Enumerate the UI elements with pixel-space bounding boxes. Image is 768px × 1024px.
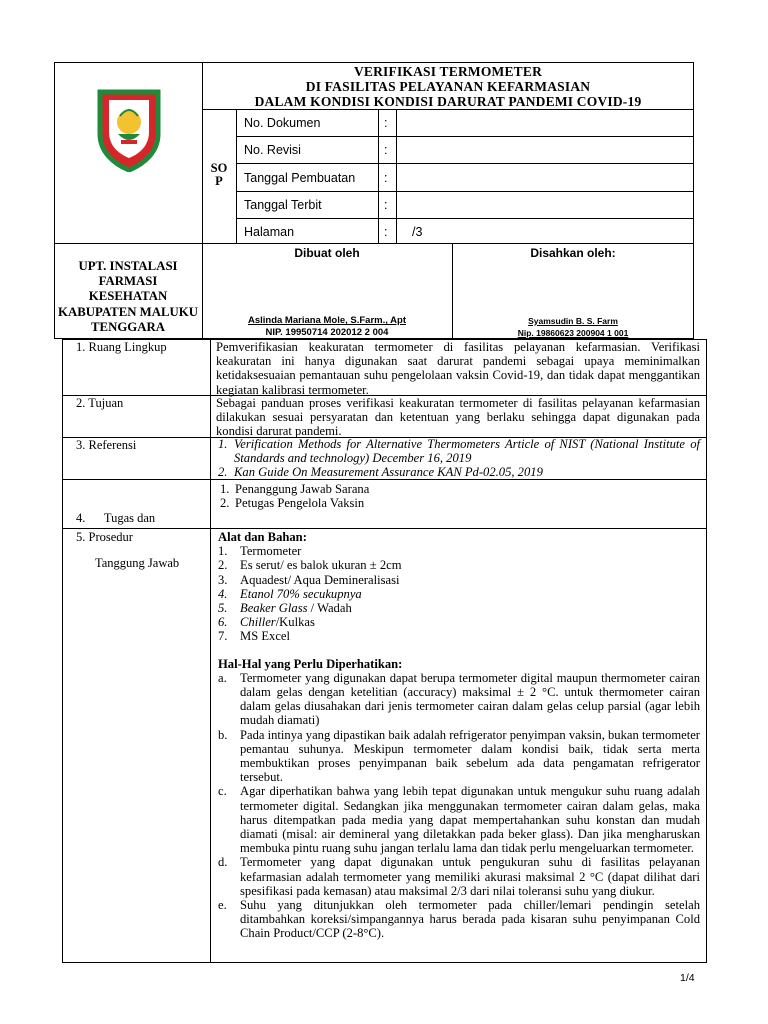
dibuat-nip: NIP. 19950714 202012 2 004 [265, 327, 389, 338]
alat-text-italic: Chiller [240, 615, 276, 630]
list-item [218, 898, 700, 941]
title-line-3: DALAM KONDISI KONDISI DARURAT PANDEMI COVID-19 [254, 94, 642, 109]
section-label-ruang-lingkup: 1. Ruang Lingkup [76, 340, 167, 354]
list-item [218, 601, 700, 615]
alat-text: Aquadest/ Aqua Demineralisasi [240, 572, 400, 587]
list-item [218, 629, 700, 643]
disahkan-nip: Nip. 19860623 200904 1 001 [517, 328, 629, 338]
meta-label-revisi: No. Revisi [244, 143, 301, 157]
meta-sep: : [384, 116, 388, 130]
alat-text: /Kulkas [275, 615, 315, 630]
section-label-referensi: 3. Referensi [76, 438, 137, 452]
list-item [218, 558, 700, 572]
dibuat-name: Aslinda Mariana Mole, S.Farm., Apt [247, 315, 406, 326]
meta-sep: : [384, 143, 388, 157]
tugas-2-text: Petugas Pengelola Vaksin [235, 496, 365, 511]
list-letter: e. [218, 898, 227, 913]
title-line-2: DI FASILITAS PELAYANAN KEFARMASIAN [305, 79, 591, 94]
meta-label-dokumen: No. Dokumen [244, 116, 321, 130]
list-item [218, 544, 700, 558]
list-item [218, 573, 700, 587]
page-number: 1/4 [680, 972, 695, 984]
meta-sep: : [384, 225, 388, 239]
alat-text: Etanol 70% secukupnya [240, 586, 362, 601]
hal-text: Pada intinya yang dipastikan baik adalah refrigerator penyimpan vaksin, bukan termometer pemantau suhunya. Meskipun termometer dalam kondisi baik, tidak serta merta membuktikan proses penyimpanan baik sebelum ada data pengamatan refrigerator tersebut. [240, 727, 700, 785]
meta-sep: : [384, 171, 388, 185]
meta-value-halaman: /3 [412, 225, 423, 239]
government-logo [96, 86, 162, 172]
list-item [218, 465, 700, 479]
list-number: 4. [218, 586, 228, 601]
alat-text: / Wadah [307, 601, 352, 616]
list-letter: a. [218, 670, 227, 685]
hal-text: Termometer yang dapat digunakan untuk pengukuran suhu di fasilitas pelayanan kefarmasian adalah termometer yang memiliki akurasi maksimal 2 °C (dapat dilihat dari spesifikasi pada kemasan) atau maksimal 2/3 dari nilai toleransi suhu yang diukur. [240, 855, 700, 898]
sop-label-1: SO [210, 161, 228, 175]
section-label-prosedur: 5. Prosedur [76, 530, 133, 544]
list-number: 1. [220, 482, 230, 496]
referensi-2-text: Kan Guide On Measurement Assurance KAN Pd-02.05, 2019 [234, 465, 543, 480]
hal-heading: Hal-Hal yang Perlu Diperhatikan: [218, 656, 403, 671]
list-number: 1. [218, 437, 228, 451]
list-item [218, 671, 700, 728]
list-number: 2. [218, 558, 228, 573]
hal-text: Termometer yang digunakan dapat berupa termometer digital maupun thermometer cairan dalam gelas dengan ketelitian (accuracy) maksimal ± 2 °C. untuk thermometer cairan dalam gelas diusahakan dari jenis termometer cairan dalam gelas celup parsial (agar lebih mudah diamati) [240, 670, 700, 728]
list-item [218, 615, 700, 629]
alat-heading: Alat dan Bahan: [218, 530, 307, 544]
list-item [218, 855, 700, 898]
section-label-tujuan: 2. Tujuan [76, 396, 124, 410]
meta-label-terbit: Tanggal Terbit [244, 198, 322, 212]
tujuan-text: Sebagai panduan proses verifikasi keakuratan termometer di fasilitas pelayanan kefarmasian dilakukan sesuai persyaratan dan ketentuan yang berlaku sehingga dapat digunakan pada kondisi darurat pandemi. [216, 396, 700, 439]
list-number: 2. [218, 465, 228, 480]
list-item [220, 496, 700, 510]
section-label-tugas: 4. Tugas dan [76, 511, 156, 525]
list-item [218, 784, 700, 855]
list-number: 2. [220, 496, 230, 511]
alat-text: Es serut/ es balok ukuran ± 2cm [240, 558, 402, 573]
tugas-1-text: Penanggung Jawab Sarana [235, 482, 370, 496]
dibuat-label: Dibuat oleh [294, 246, 360, 260]
list-item [218, 728, 700, 785]
list-letter: b. [218, 727, 228, 742]
disahkan-name: Syamsudin B. S. Farm [528, 316, 618, 326]
referensi-1-text: Verification Methods for Alternative Thermometers Article of NIST (National Institute of Standards and technology) December 16, 2019 [234, 437, 700, 466]
meta-sep: : [384, 198, 388, 212]
alat-text: MS Excel [240, 629, 291, 644]
list-number: 5. [218, 601, 228, 616]
title-line-1: VERIFIKASI TERMOMETER [353, 64, 543, 79]
alat-text: Termometer [240, 544, 302, 559]
sop-label-2: P [215, 174, 223, 188]
alat-text-italic: Beaker Glass [240, 601, 308, 616]
hal-text: Suhu yang ditunjukkan oleh termometer pada chiller/lemari pendingin setelah ditambahkan koreksi/simpangannya harus berada pada kisaran suhu penyimpanan Cold Chain Product/CCP (2-8°C). [240, 898, 700, 941]
list-letter: c. [218, 784, 227, 799]
section-label-tanggung-jawab: Tanggung Jawab [95, 556, 180, 570]
list-item [218, 587, 700, 601]
ruang-lingkup-text: Pemverifikasian keakuratan termometer di fasilitas pelayanan kefarmasian. Verifikasi keakuratan ini hanya digunakan saat darurat pandemi sebagai upaya meminimalkan ketidaksesuaian pemantauan suhu pengelolaan vaksin Covid-19, dan tidak dapat menggantikan kegiatan kalibrasi termometer. [216, 340, 700, 397]
list-item [218, 437, 700, 465]
list-item [220, 482, 700, 496]
list-number: 6. [218, 615, 228, 630]
disahkan-label: Disahkan oleh: [530, 246, 616, 260]
meta-label-pembuatan: Tanggal Pembuatan [244, 171, 356, 185]
meta-label-halaman: Halaman [244, 225, 295, 239]
list-number: 3. [218, 572, 228, 587]
institution-name: UPT. INSTALASI FARMASI KESEHATAN KABUPATEN MALUKU TENGGARA [58, 259, 198, 334]
list-number: 7. [218, 629, 228, 644]
list-number: 1. [218, 544, 228, 559]
hal-text: Agar diperhatikan bahwa yang lebih tepat digunakan untuk mengukur suhu ruang adalah termometer digital. Sedangkan jika menggunakan termometer cairan dalam gelas, maka harus ditempatkan pada media yang dapat mempertahankan suhu konstan dan mudah diamati (misal: air demineral yang diletakkan pada beker glass). Dan jika mengharuskan membuka pintu ruang suhu jangan terlalu lama dan tidak perlu mengeluarkan termometer. [240, 784, 700, 856]
list-letter: d. [218, 855, 228, 870]
